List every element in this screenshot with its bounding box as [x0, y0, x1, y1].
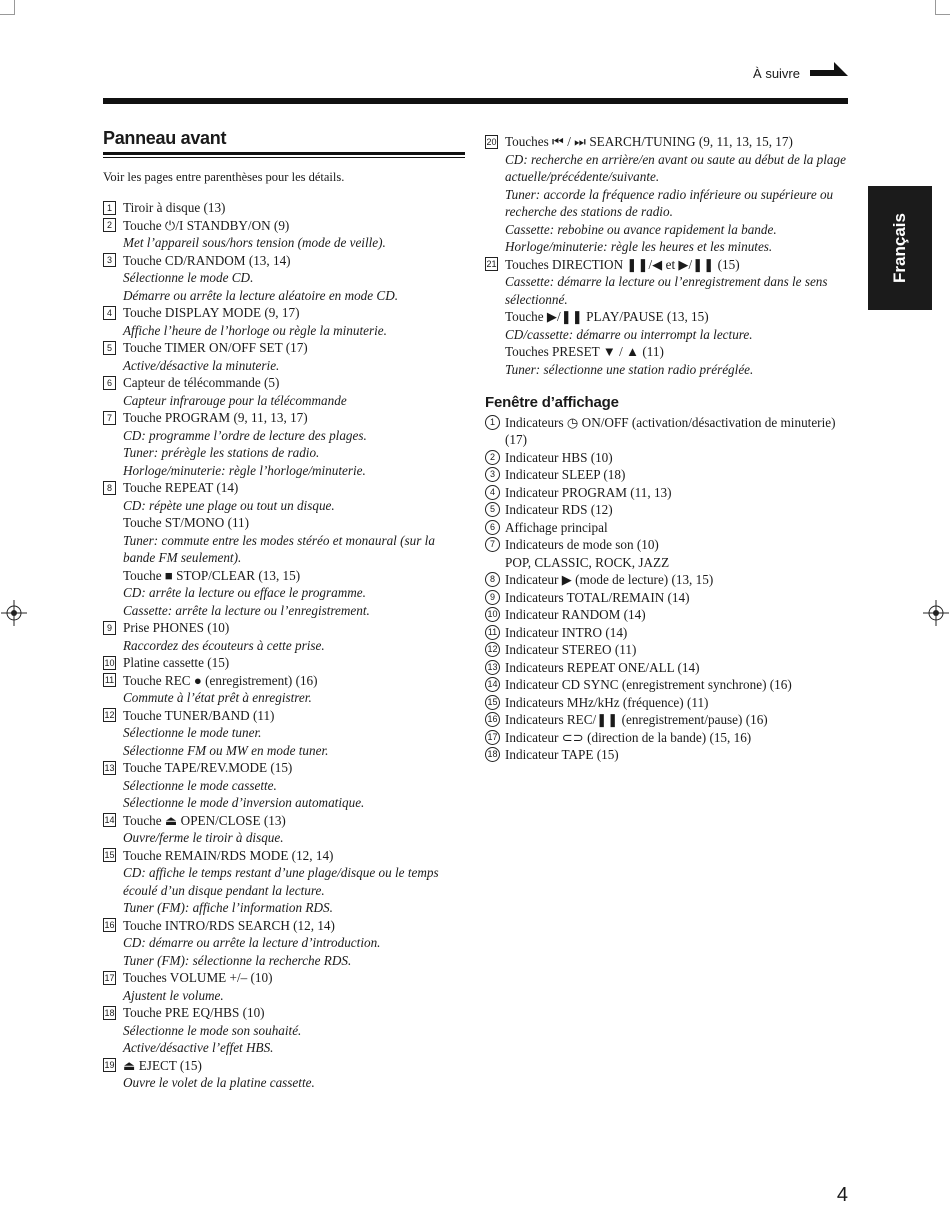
item-number: 4	[485, 485, 500, 500]
language-tab-label: Français	[890, 213, 909, 283]
item-number: 16	[485, 712, 500, 727]
list-item	[103, 479, 465, 619]
left-column	[103, 130, 465, 1092]
item-number: 13	[485, 660, 500, 675]
item-number: 14	[485, 677, 500, 692]
list-item	[103, 252, 465, 305]
continue-indicator	[753, 62, 848, 85]
list-item	[485, 711, 850, 729]
display-window-title: Fenêtre d’affichage	[485, 394, 619, 411]
item-description: CD: recherche en arrière/en avant ou saute au début de la plage actuelle/précédente/suivante.	[505, 151, 846, 184]
item-label: Touche ⏻/I STANDBY/ON (9)	[123, 217, 290, 233]
item-label: Indicateur RANDOM (14)	[505, 607, 646, 622]
item-description: Sélectionne FM ou MW en mode tuner.	[123, 742, 329, 758]
item-description: Met l’appareil sous/hors tension (mode de veille).	[123, 235, 386, 250]
list-item	[103, 374, 465, 409]
item-description: Tuner: accorde la fréquence radio inférieure ou supérieure ou recherche des stations de radio.	[505, 186, 834, 219]
item-number: 3	[485, 467, 500, 482]
list-item	[103, 217, 465, 252]
item-label: Indicateurs REC/❚❚ (enregistrement/pause) (16)	[505, 712, 768, 727]
item-label: Touche DISPLAY MODE (9, 17)	[123, 305, 300, 320]
list-item	[103, 847, 465, 917]
list-item	[103, 812, 465, 847]
item-description: Affiche l’heure de l’horloge ou règle la minuterie.	[123, 322, 387, 338]
item-number: 21	[486, 259, 497, 270]
item-label: Touche PRE EQ/HBS (10)	[123, 1005, 265, 1020]
list-item	[485, 519, 850, 537]
list-item	[103, 917, 465, 970]
item-description: Capteur infrarouge pour la télécommande	[123, 392, 347, 408]
item-label: Touche REPEAT (14)	[123, 480, 239, 495]
section-title: Panneau avant	[103, 130, 465, 155]
item-number: 19	[104, 1060, 115, 1071]
item-label: Touche REC ● (enregistrement) (16)	[123, 672, 318, 688]
item-description: Sélectionne le mode d’inversion automatique.	[123, 795, 365, 810]
item-description: CD: affiche le temps restant d’une plage/disque ou le temps écoulé d’un disque pendant la lecture.	[123, 865, 439, 898]
item-number: 13	[104, 762, 115, 773]
item-label: Capteur de télécommande (5)	[123, 375, 280, 390]
item-number: 7	[103, 411, 116, 425]
item-number: 5	[485, 502, 500, 517]
item-description: Cassette: démarre la lecture ou l’enregistrement dans le sens sélectionné.	[505, 274, 828, 307]
list-item	[103, 759, 465, 812]
item-description: Ouvre le volet de la platine cassette.	[123, 1075, 315, 1090]
list-item	[485, 571, 850, 589]
item-label: Touche ST/MONO (11)	[123, 515, 250, 530]
item-number: 8	[485, 572, 500, 587]
list-item	[485, 133, 850, 256]
list-item	[103, 619, 465, 654]
item-description: Ouvre/ferme le tiroir à disque.	[123, 830, 284, 845]
item-number: 7	[485, 537, 500, 552]
item-description: Cassette: arrête la lecture ou l’enregistrement.	[123, 602, 370, 618]
crop-mark-top-right	[935, 0, 950, 15]
item-label: Indicateur PROGRAM (11, 13)	[505, 484, 672, 500]
item-label: Touche TIMER ON/OFF SET (17)	[123, 340, 308, 355]
list-item	[485, 449, 850, 467]
item-label: Indicateur INTRO (14)	[505, 624, 628, 640]
item-label: ⏏ EJECT (15)	[123, 1057, 202, 1073]
intro-text: Voir les pages entre parenthèses pour les détails.	[103, 169, 345, 184]
item-number: 12	[104, 710, 115, 721]
item-description: Horloge/minuterie: règle les heures et les minutes.	[505, 239, 773, 254]
list-item	[103, 409, 465, 479]
language-tab	[868, 186, 932, 310]
list-item	[103, 707, 465, 760]
list-item	[103, 1057, 465, 1092]
list-item	[485, 729, 850, 747]
list-item	[485, 414, 850, 449]
item-label: Indicateurs ◷ ON/OFF (activation/désactivation de minuterie) (17)	[505, 414, 836, 447]
item-label: Indicateur SLEEP (18)	[505, 467, 626, 482]
item-label: Touche INTRO/RDS SEARCH (12, 14)	[123, 917, 335, 933]
item-label: Touche CD/RANDOM (13, 14)	[123, 252, 291, 268]
list-item	[485, 589, 850, 607]
item-label: Indicateurs REPEAT ONE/ALL (14)	[505, 659, 700, 675]
item-label: Indicateurs MHz/kHz (fréquence) (11)	[505, 694, 709, 710]
list-item	[485, 641, 850, 659]
item-label: Indicateur HBS (10)	[505, 449, 613, 465]
item-description: Sélectionne le mode CD.	[123, 270, 254, 285]
item-number: 4	[103, 306, 116, 320]
item-label: Prise PHONES (10)	[123, 620, 230, 635]
item-description: Démarre ou arrête la lecture aléatoire en mode CD.	[123, 287, 399, 303]
item-description: Sélectionne le mode son souhaité.	[123, 1022, 302, 1038]
item-description: Ajustent le volume.	[123, 987, 224, 1003]
item-label: Touches ⏮ / ⏭ SEARCH/TUNING (9, 11, 13, 15, 17)	[505, 134, 793, 149]
item-label: Touches VOLUME +/– (10)	[123, 970, 273, 985]
list-item	[485, 694, 850, 712]
item-number: 1	[103, 201, 116, 215]
item-number: 3	[103, 253, 116, 267]
list-item	[103, 654, 465, 672]
item-description: Tuner (FM): affiche l’information RDS.	[123, 900, 333, 915]
item-description: Active/désactive l’effet HBS.	[123, 1040, 274, 1055]
list-item	[103, 1004, 465, 1057]
item-description: Commute à l’état prêt à enregistrer.	[123, 690, 312, 705]
list-item	[485, 536, 850, 571]
title-underline	[103, 157, 465, 158]
item-number: 2	[103, 218, 116, 232]
list-item	[103, 199, 465, 217]
list-item	[485, 606, 850, 624]
item-number: 18	[104, 1007, 115, 1018]
item-label: Indicateurs de mode son (10)	[505, 537, 659, 552]
item-number: 11	[104, 675, 115, 686]
item-number: 6	[485, 520, 500, 535]
item-description: CD: programme l’ordre de lecture des plages.	[123, 427, 367, 443]
item-label: Indicateur ▶ (mode de lecture) (13, 15)	[505, 572, 714, 587]
item-label: Indicateurs TOTAL/REMAIN (14)	[505, 589, 690, 605]
front-panel-list	[103, 199, 465, 1092]
item-label: Indicateur STEREO (11)	[505, 642, 637, 657]
item-description: Horloge/minuterie: règle l’horloge/minuterie.	[123, 462, 366, 478]
item-label: Indicateur TAPE (15)	[505, 747, 619, 762]
list-item	[485, 624, 850, 642]
item-description: Tuner: prérègle les stations de radio.	[123, 445, 320, 460]
item-description: Sélectionne le mode tuner.	[123, 725, 262, 740]
item-number: 10	[104, 657, 115, 668]
item-number: 9	[103, 621, 116, 635]
item-number: 15	[104, 850, 115, 861]
item-number: 5	[103, 341, 116, 355]
item-description: Active/désactive la minuterie.	[123, 357, 280, 373]
list-item	[103, 304, 465, 339]
header-rule	[103, 98, 848, 104]
item-description: Sélectionne le mode cassette.	[123, 777, 277, 793]
item-number: 8	[103, 481, 116, 495]
right-column	[485, 133, 850, 764]
item-label: Touche ▶/❚❚ PLAY/PAUSE (13, 15)	[505, 309, 709, 324]
item-label: Touche TAPE/REV.MODE (15)	[123, 760, 293, 775]
page-number: 4	[836, 1184, 848, 1206]
item-number: 10	[485, 607, 500, 622]
list-item	[103, 969, 465, 1004]
item-label: Touche PROGRAM (9, 11, 13, 17)	[123, 410, 308, 425]
item-label: Indicateur CD SYNC (enregistrement synchrone) (16)	[505, 677, 792, 692]
list-item	[103, 672, 465, 707]
display-window-list	[485, 414, 850, 764]
item-number: 14	[104, 815, 115, 826]
list-item	[485, 466, 850, 484]
list-item	[485, 659, 850, 677]
list-item	[485, 501, 850, 519]
item-number: 11	[485, 625, 500, 640]
crop-mark-top-left	[0, 0, 15, 15]
list-item	[485, 256, 850, 379]
item-label: Touche ■ STOP/CLEAR (13, 15)	[123, 567, 301, 583]
item-number: 18	[485, 747, 500, 762]
registration-mark-right-icon	[923, 600, 949, 626]
item-label: Platine cassette (15)	[123, 655, 230, 670]
item-number: 9	[485, 590, 500, 605]
item-label: Touches PRESET ▼ / ▲ (11)	[505, 344, 664, 359]
item-number: 17	[485, 730, 500, 745]
continue-label: À suivre	[753, 66, 800, 81]
item-label: Tiroir à disque (13)	[123, 200, 226, 215]
item-number: 15	[485, 695, 500, 710]
item-description: CD: démarre ou arrête la lecture d’introduction.	[123, 935, 381, 950]
item-label: Indicateur RDS (12)	[505, 502, 613, 517]
item-label: Indicateur ⊂⊃ (direction de la bande) (15, 16)	[505, 729, 752, 745]
item-description: Cassette: rebobine ou avance rapidement la bande.	[505, 221, 777, 237]
item-number: 2	[485, 450, 500, 465]
item-description: CD: arrête la lecture ou efface le programme.	[123, 585, 366, 600]
arrow-right-icon	[810, 62, 848, 85]
item-number: 20	[486, 136, 497, 147]
item-description: Tuner: commute entre les modes stéréo et monaural (sur la bande FM seulement).	[123, 532, 435, 565]
item-number: 12	[485, 642, 500, 657]
item-number: 1	[485, 415, 500, 430]
list-item	[103, 339, 465, 374]
item-number: 16	[104, 920, 115, 931]
item-label: Touche REMAIN/RDS MODE (12, 14)	[123, 847, 334, 863]
registration-mark-left-icon	[1, 600, 27, 626]
item-label: Touche TUNER/BAND (11)	[123, 707, 275, 723]
item-label: Touches DIRECTION ❚❚/◀ et ▶/❚❚ (15)	[505, 256, 740, 272]
item-number: 17	[104, 972, 115, 983]
item-label: Affichage principal	[505, 519, 608, 535]
item-description: CD: répète une plage ou tout un disque.	[123, 497, 335, 513]
list-item	[485, 676, 850, 694]
front-panel-list-continued	[485, 133, 850, 378]
item-number: 6	[103, 376, 116, 390]
list-item	[485, 746, 850, 764]
item-label-continued: POP, CLASSIC, ROCK, JAZZ	[505, 554, 670, 570]
item-label: Touche ⏏ OPEN/CLOSE (13)	[123, 812, 286, 828]
item-description: CD/cassette: démarre ou interrompt la lecture.	[505, 326, 753, 342]
item-description: Tuner: sélectionne une station radio préréglée.	[505, 361, 754, 377]
item-description: Tuner (FM): sélectionne la recherche RDS.	[123, 952, 352, 968]
list-item	[485, 484, 850, 502]
item-description: Raccordez des écouteurs à cette prise.	[123, 637, 325, 653]
